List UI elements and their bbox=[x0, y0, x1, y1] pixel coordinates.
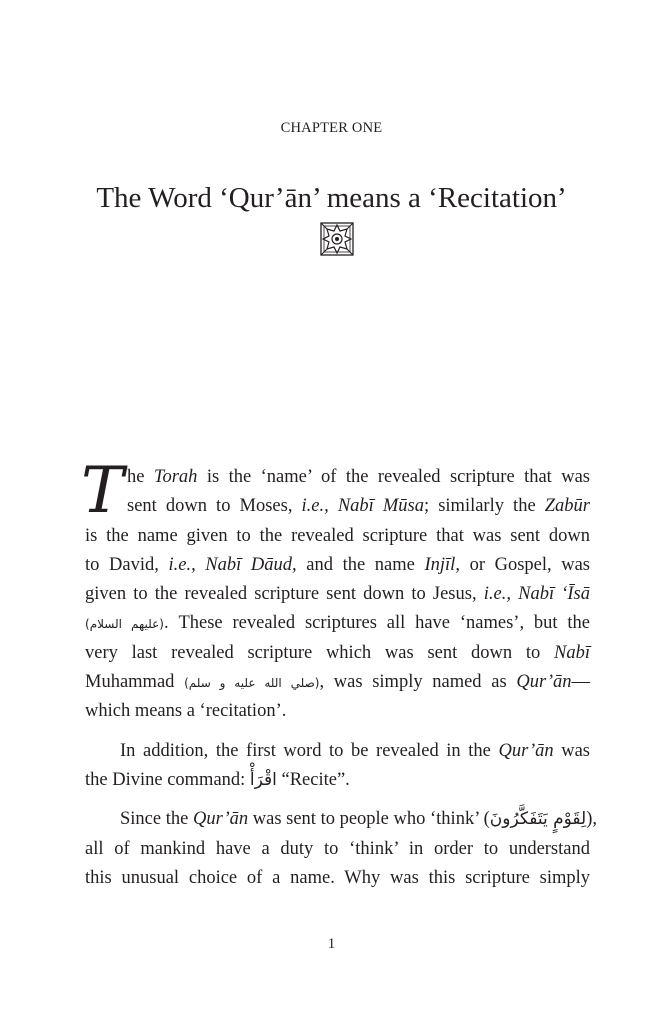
text-line: to David, i.e., Nabī Dāud, and the name Injīl, or Gospel, was bbox=[85, 554, 591, 575]
text-line: all of mankind have a duty to ‘think’ in order to understand bbox=[85, 838, 590, 859]
text-line: given to the revealed scripture sent down to Jesus, i.e., Nabī ‘Īsā bbox=[85, 584, 590, 605]
text-line: is the name given to the revealed scripture that was sent down bbox=[85, 525, 590, 546]
drop-cap: T bbox=[81, 454, 124, 528]
text-line: Since the Qur’ān was sent to people who ‘think’ (لِقَوْمٍ يَتَفَكَّرُونَ), bbox=[120, 809, 597, 830]
text-line: (عليهم السلام). These revealed scriptures all have ‘names’, but the bbox=[85, 613, 591, 634]
chapter-label: CHAPTER ONE bbox=[280, 120, 383, 136]
text-line: which means a ‘recitation’. bbox=[85, 701, 287, 722]
text-line: In addition, the first word to be revealed in the Qur’ān was bbox=[120, 740, 590, 761]
text-line: sent down to Moses, i.e., Nabī Mūsa; similarly the Zabūr bbox=[127, 496, 590, 517]
arabic-honorific: (عليهم السلام) bbox=[85, 617, 164, 632]
text-line: very last revealed scripture which was sent down to Nabī bbox=[85, 642, 590, 663]
text-line: this unusual choice of a name. Why was this scripture simply bbox=[85, 867, 590, 888]
chapter-title: The Word ‘Qur’ān’ means a ‘Recitation’ bbox=[96, 182, 567, 214]
text-line: he Torah is the ‘name’ of the revealed scripture that was bbox=[127, 467, 591, 487]
arabic-honorific: (صلي الله عليه و سلم) bbox=[184, 676, 320, 691]
star-tile-ornament-icon bbox=[319, 221, 355, 257]
arabic-word: اقْرَأْ bbox=[249, 769, 277, 790]
text-line: the Divine command: اقْرَأْ “Recite”. bbox=[85, 769, 350, 790]
page-number: 1 bbox=[327, 936, 336, 952]
body-text bbox=[81, 454, 597, 893]
text-line: Muhammad (صلي الله عليه و سلم), was simply named as Qur’ān— bbox=[85, 672, 590, 693]
arabic-phrase: لِقَوْمٍ يَتَفَكَّرُونَ bbox=[489, 809, 587, 830]
